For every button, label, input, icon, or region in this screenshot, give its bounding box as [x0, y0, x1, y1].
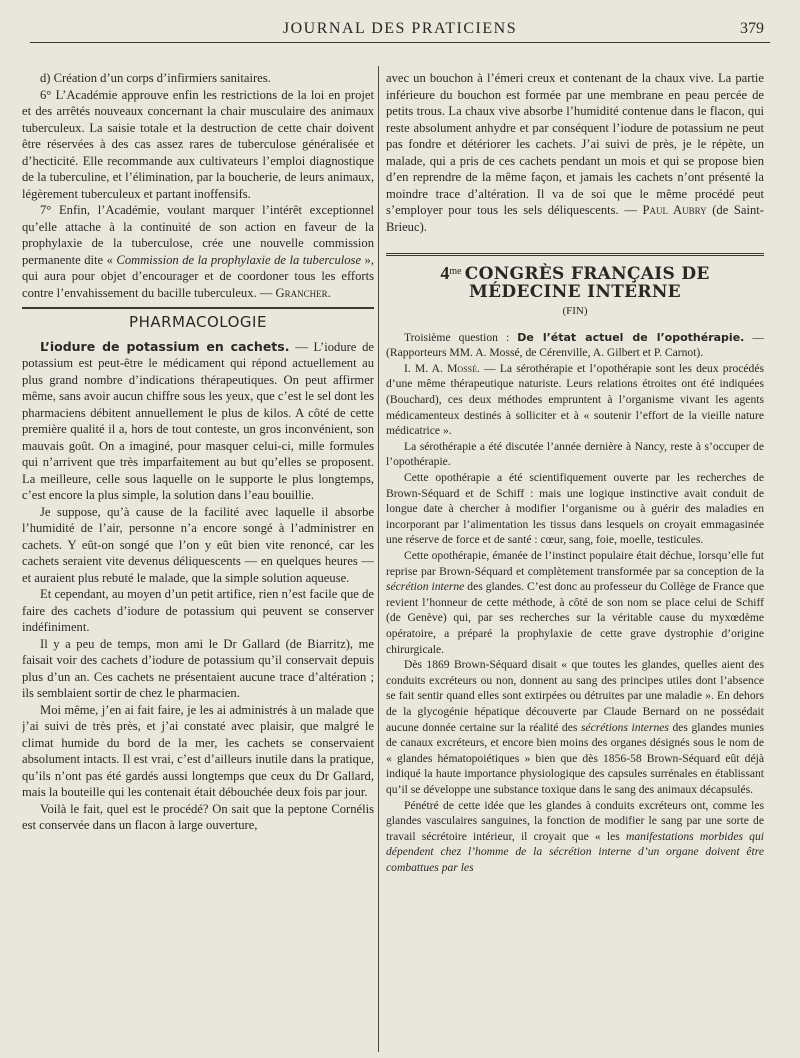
- paragraph: [22, 339, 374, 504]
- paragraph: La sérothérapie a été discutée l’année dernière à Nancy, reste à s’occuper de l’opothérapie.: [386, 439, 764, 469]
- text: — L’iodure de potassium est peut-être le médicament qui répond actuellement au plus grand nombre d’indications thérapeutiques. On peut affirmer même, sans avoir aucun chiffre sous les yeux, que c’est le sel dont les pharmaciens débitent annuellement le plus de kilos. A côté de cette première qualité il a, hors de tout conteste, un gros inconvénient, son mauvais goût. On a imaginé, pour masquer celui-ci, mille formules qui n’arrivent que très imparfaitement au but qu’elles se proposent. La meilleure, celle sous laquelle on le supporte le plus longtemps, c’est encore la plus simple, la solution dans l’eau bouillie.: [22, 339, 374, 502]
- text: », qui aura pour objet d’encourager et de coordoner tous les efforts contre l’envahissement du bacille tuberculeux. —: [22, 252, 374, 300]
- text: des glandes. C’est donc au professeur du Collège de France que revient l’honneur de cette méthode, à côté de son nom se place celui de Schiff (de Genève) qui, par ses recherches sur la véritable cause du myxœdème opératoire, a préparé la prophylaxie de cette grave dystrophie d’origine chirurgicale.: [386, 580, 764, 656]
- paragraph: Et cependant, au moyen d’un petit artifice, rien n’est facile que de faire des cachets d’iodure de potassium qui peuvent se conserver indéfiniment.: [22, 587, 374, 634]
- congress-body: [386, 330, 764, 876]
- congress-number-suffix: me: [449, 266, 462, 277]
- author-name: Mossé.: [447, 361, 480, 375]
- text: — La sérothérapie et l’opothérapie sont les deux procédés d’une même thérapeutique naturiste. Leurs relations étroites ont été indiquées (Bouchard), ces deux méthodes empruntent à l’organisme vivant les agents médicamenteux destinés à solliciter et à « soutenir l’effort de la vieille nature médicatrice ».: [386, 361, 764, 438]
- section-heading: PHARMACOLOGIE: [22, 307, 374, 331]
- paragraph: 6° L’Académie approuve enfin les restrictions de la loi en projet et des arrêtés nouveaux concernant la chair musculaire des animaux tuberculeux. La saisie totale et la destruction de cette chair doivent être réservées à des cas assez rares de tuberculose généralisée et d’hecticité. Elle recommande aux cultivateurs l’emploi diagnostique de la tuberculine, et l’élimination, par la boucherie, de leurs animaux, légèrement tuberculeux et partant inoffensifs.: [22, 87, 374, 201]
- question-title: De l’état actuel de l’opothérapie.: [517, 330, 745, 344]
- text: Pénétré de cette idée que les glandes à conduits excréteurs ont, comme les glandes vasculaires sanguines, la fonction de modifier le sang par une sorte de travail sécrétoire intérieur, il croyait que « les: [386, 798, 764, 843]
- running-header: [30, 16, 770, 43]
- paragraph: [386, 657, 764, 797]
- paragraph: [386, 330, 764, 361]
- congress-title: CONGRÈS FRANÇAIS DE MÉDECINE INTERNE: [464, 264, 710, 302]
- journal-title: JOURNAL DES PRATICIENS: [282, 20, 518, 37]
- italic-text: sécrétion interne: [386, 580, 465, 594]
- paragraph: [386, 798, 764, 876]
- text: Dès 1869 Brown-Séquard disait « que toutes les glandes, quelles aient des conduits excréteurs ou non, donnent au sang des principes utiles dont l’absence se fait sentir quand elles sont extirpées ou détruites par une maladie ». En dehors de la glycogénie hépatique découverte par Claude Bernard on ne possédait aucune donnée certaine sur la réalité des: [386, 658, 764, 734]
- author-name: Paul Aubry: [642, 203, 707, 217]
- left-column: [22, 70, 374, 1050]
- congress-number: 4: [440, 263, 450, 284]
- italic-text: manifestations morbides qui dépendent chez l’homme de la sécrétion interne d’un organe doivent être combattues par les: [386, 829, 764, 874]
- text: I. M. A.: [404, 361, 448, 375]
- paragraph: [386, 70, 764, 235]
- text: (de Saint-Brieuc).: [386, 203, 764, 234]
- paragraph: Voilà le fait, quel est le procédé? On sait que la peptone Cornélis est conservée dans un flacon à large ouverture,: [22, 801, 374, 832]
- text: — (Rapporteurs MM. A. Mossé, de Cérenville, A. Gilbert et P. Carnot).: [386, 330, 764, 360]
- page-number: 379: [740, 20, 764, 37]
- paragraph: [386, 548, 764, 657]
- column-divider: [378, 66, 379, 1052]
- paragraph: [22, 202, 374, 301]
- italic-text: sécrétions internes: [580, 720, 669, 734]
- congress-heading: [386, 253, 764, 301]
- paragraph: Moi même, j’en ai fait faire, je les ai administrés à un malade que j’ai suivi de très près, et j’ai constaté avec plaisir, que malgré le climat humide du bord de la mer, les cachets se conservaient absolument intacts. Il est vrai, c’est d’ailleurs inutile dans la pratique, qu’ils n’ont pas été gardés aussi longtemps que ceux du Dr Gallard, mais la bouteille qui les contenait était débouchée deux fois par jour.: [22, 702, 374, 799]
- text: des glandes munies de canaux excréteurs, et encore bien moins des organes désignés sous le nom de « glandes hématopoiétiques » bien que dès 1856-58 Brown-Séquard eût déjà indiqué la haute importance physiologique des capsules surrénales en établissant qu’il se développe une substance toxique dans le sang des animaux décapsulés.: [386, 720, 764, 796]
- paragraph: d) Création d’un corps d’infirmiers sanitaires.: [40, 71, 271, 85]
- italic-text: Commission de la prophylaxie de la tuberculose: [116, 252, 362, 267]
- text: Troisième question :: [404, 330, 518, 344]
- text: Cette opothérapie, émanée de l’instinct populaire était déchue, lorsqu’elle fut reprise par Brown-Séquard et complètement transformée par sa conception de la: [386, 549, 764, 578]
- paragraph: Il y a peu de temps, mon ami le Dr Gallard (de Biarritz), me faisait voir des cachets d’iodure de potassium qu’il conservait depuis plus d’un an. Ces cachets ne présentaient aucune trace d’altération ; ils semblaient sortir de chez le pharmacien.: [22, 636, 374, 700]
- text: avec un bouchon à l’émeri creux et contenant de la chaux vive. La partie inférieure du bouchon est formée par une membrane en peau percée de petits trous. La chaux vive absorbe l’humidité contenue dans le flacon, qui reste absolument anhydre et par conséquent l’iodure de potassium ne peut pas fondre et détériorer les cachets. J’ai suivi de près, je le répète, un malade, qui a pris de ces cachets pendant un mois et qui se propose bien d’en reprendre de la même façon, et jamais les cachets n’ont présenté la moindre trace d’altération. Il va de soi que le même procédé peut s’employer pour tous les sels déliquescents. —: [386, 71, 764, 217]
- paragraph: [386, 361, 764, 439]
- right-column: [386, 70, 764, 1050]
- paragraph: Je suppose, qu’à cause de la facilité avec laquelle il absorbe l’humidité de l’air, personne n’a encore songé à l’administrer en cachets. Y eût-on songé que l’on y eût bien vite renoncé, car les cachets seraient vite devenus déliquescents — en quelques heures — et auraient plus rebuté le malade, que la simple solution aqueuse.: [22, 504, 374, 585]
- article-title: L’iodure de potassium en cachets.: [40, 338, 290, 354]
- text: 7° Enfin, l’Académie, voulant marquer l’intérêt exceptionnel qu’elle attache à la continuité de son action en faveur de la prophylaxie de la tuberculose, crée une nouvelle commission permanente dite «: [22, 203, 374, 267]
- congress-subtitle: (FIN): [562, 305, 588, 318]
- author-name: Grancher.: [275, 285, 331, 300]
- paragraph: Cette opothérapie a été scientifiquement ouverte par les recherches de Brown-Séquard et de Schiff : mais une logique instinctive avait conduit de longue date à chercher à modifier l’organisme ou à guérir des maladies en incorporant par l’alimentation les tissus dans lesquels on croyait emmagasinée une réserve de force et de santé : cœur, sang, foie, moelle, testicules.: [386, 471, 764, 547]
